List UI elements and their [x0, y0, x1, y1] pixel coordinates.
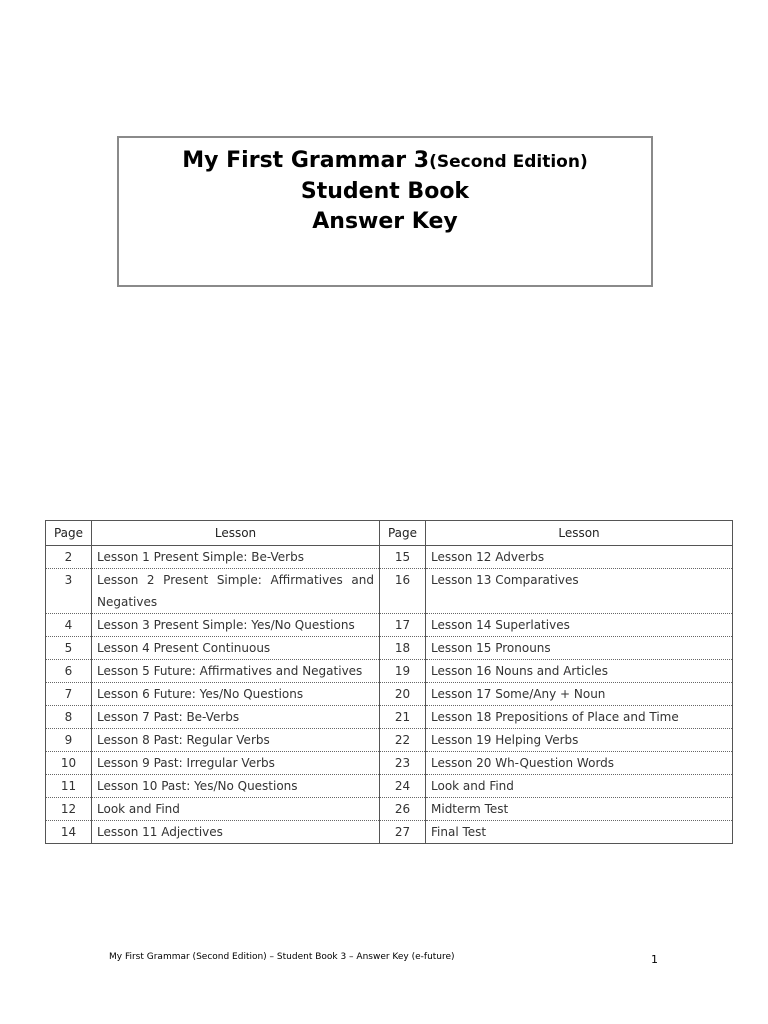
page-cell: 20	[380, 683, 426, 706]
lesson-cell: Lesson 4 Present Continuous	[92, 637, 380, 660]
header-lesson-left: Lesson	[92, 521, 380, 546]
page-cell: 21	[380, 706, 426, 729]
header-page-left: Page	[46, 521, 92, 546]
table-row	[46, 729, 733, 752]
page-cell: 9	[46, 729, 92, 752]
lesson-cell: Lesson 17 Some/Any + Noun	[426, 683, 733, 706]
page-cell: 10	[46, 752, 92, 775]
table-row	[46, 821, 733, 844]
table-row	[46, 683, 733, 706]
table-row	[46, 569, 733, 614]
page-cell: 17	[380, 614, 426, 637]
lesson-cell: Lesson 8 Past: Regular Verbs	[92, 729, 380, 752]
table-row	[46, 775, 733, 798]
title-line-2: Student Book	[300, 179, 470, 204]
page-cell: 5	[46, 637, 92, 660]
page-cell: 2	[46, 546, 92, 569]
header-page-right: Page	[380, 521, 426, 546]
page-cell: 23	[380, 752, 426, 775]
lesson-cell: Lesson 1 Present Simple: Be-Verbs	[92, 546, 380, 569]
page-cell: 6	[46, 660, 92, 683]
page-cell: 14	[46, 821, 92, 844]
table-row	[46, 546, 733, 569]
table-row	[46, 637, 733, 660]
page-cell: 18	[380, 637, 426, 660]
book-title: My First Grammar 3	[182, 148, 430, 173]
page-cell: 15	[380, 546, 426, 569]
lesson-cell: Look and Find	[426, 775, 733, 798]
lesson-cell: Lesson 15 Pronouns	[426, 637, 733, 660]
page-cell: 12	[46, 798, 92, 821]
page-cell: 4	[46, 614, 92, 637]
table-header-row	[46, 521, 733, 546]
lesson-cell: Look and Find	[92, 798, 380, 821]
lesson-cell: Lesson 9 Past: Irregular Verbs	[92, 752, 380, 775]
page-cell: 26	[380, 798, 426, 821]
lesson-cell: Lesson 11 Adjectives	[92, 821, 380, 844]
table-row	[46, 614, 733, 637]
page-number: 1	[651, 953, 658, 966]
title-line-1	[119, 146, 651, 177]
lesson-cell: Lesson 12 Adverbs	[426, 546, 733, 569]
page-footer: My First Grammar (Second Edition) – Student Book 3 – Answer Key (e-future)	[109, 952, 455, 962]
lesson-cell: Lesson 19 Helping Verbs	[426, 729, 733, 752]
page-cell: 7	[46, 683, 92, 706]
lesson-cell: Lesson 3 Present Simple: Yes/No Questions	[92, 614, 380, 637]
lesson-cell: Lesson 2 Present Simple: Affirmatives and Negatives	[92, 569, 380, 614]
table-row	[46, 798, 733, 821]
title-box	[117, 136, 653, 287]
page-cell: 22	[380, 729, 426, 752]
page-cell: 16	[380, 569, 426, 614]
lesson-cell: Final Test	[426, 821, 733, 844]
lesson-cell: Lesson 10 Past: Yes/No Questions	[92, 775, 380, 798]
lesson-cell: Lesson 5 Future: Affirmatives and Negatives	[92, 660, 380, 683]
lesson-cell: Lesson 6 Future: Yes/No Questions	[92, 683, 380, 706]
page-cell: 3	[46, 569, 92, 614]
edition-label: (Second Edition)	[429, 152, 588, 172]
lesson-cell: Lesson 16 Nouns and Articles	[426, 660, 733, 683]
contents-table	[45, 520, 733, 844]
lesson-cell: Lesson 7 Past: Be-Verbs	[92, 706, 380, 729]
lesson-cell: Lesson 18 Prepositions of Place and Time	[426, 706, 733, 729]
lesson-cell: Lesson 13 Comparatives	[426, 569, 733, 614]
page-cell: 19	[380, 660, 426, 683]
table-row	[46, 752, 733, 775]
title-line-3: Answer Key	[312, 209, 458, 234]
lesson-cell: Midterm Test	[426, 798, 733, 821]
page-cell: 27	[380, 821, 426, 844]
lesson-cell: Lesson 20 Wh-Question Words	[426, 752, 733, 775]
page-cell: 8	[46, 706, 92, 729]
page-cell: 24	[380, 775, 426, 798]
header-lesson-right: Lesson	[426, 521, 733, 546]
page-cell: 11	[46, 775, 92, 798]
table-row	[46, 660, 733, 683]
lesson-cell: Lesson 14 Superlatives	[426, 614, 733, 637]
table-row	[46, 706, 733, 729]
